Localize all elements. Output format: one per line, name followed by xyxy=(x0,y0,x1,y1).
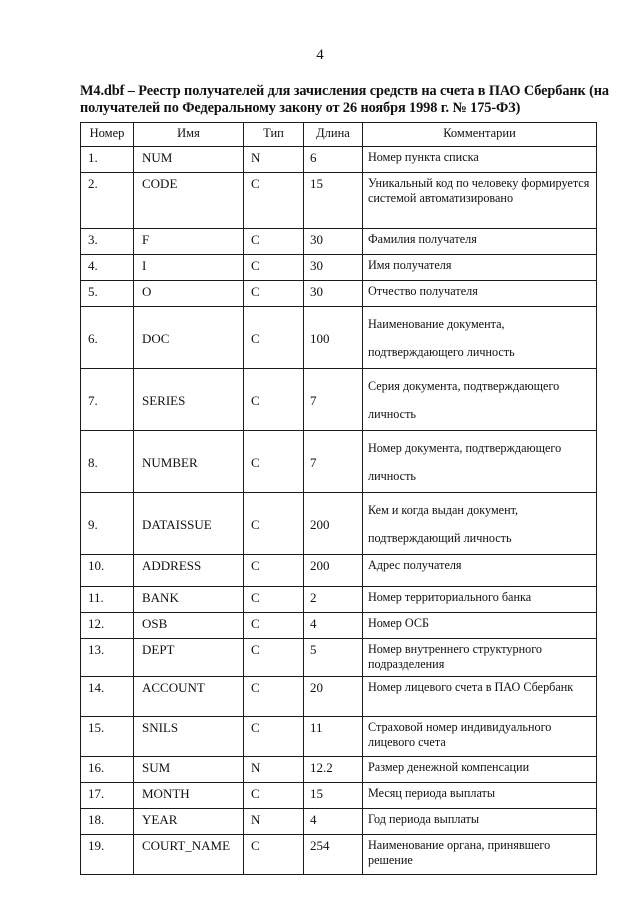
row-field-name: DOC xyxy=(134,307,244,369)
row-field-length: 100 xyxy=(304,307,363,369)
row-field-type: C xyxy=(244,307,304,369)
table-row xyxy=(81,639,597,677)
row-field-length: 11 xyxy=(304,717,363,757)
row-number: 19. xyxy=(81,835,134,875)
row-field-type: C xyxy=(244,431,304,493)
row-number: 7. xyxy=(81,369,134,431)
row-field-length: 4 xyxy=(304,809,363,835)
row-field-length: 15 xyxy=(304,173,363,229)
document-title: M4.dbf – Реестр получателей для зачисления средств на счета в ПАО Сбербанк (на получателей по Федеральному закону от 26 ноября 1998 г. № 175-ФЗ) xyxy=(80,83,609,116)
row-comment: Кем и когда выдан документ, подтверждающий личность xyxy=(363,493,597,555)
table-row xyxy=(81,587,597,613)
table-row xyxy=(81,717,597,757)
table-row xyxy=(81,147,597,173)
row-field-type: C xyxy=(244,493,304,555)
row-field-name: BANK xyxy=(134,587,244,613)
row-number: 4. xyxy=(81,255,134,281)
row-comment: Размер денежной компенсации xyxy=(363,757,597,783)
row-number: 11. xyxy=(81,587,134,613)
row-field-type: C xyxy=(244,281,304,307)
row-comment: Отчество получателя xyxy=(363,281,597,307)
row-field-type: C xyxy=(244,587,304,613)
row-field-type: C xyxy=(244,555,304,587)
row-number: 10. xyxy=(81,555,134,587)
row-field-type: C xyxy=(244,783,304,809)
row-field-length: 6 xyxy=(304,147,363,173)
row-field-length: 7 xyxy=(304,431,363,493)
header-name: Имя xyxy=(134,123,244,147)
table-header-row xyxy=(81,123,597,147)
row-field-length: 200 xyxy=(304,555,363,587)
row-field-length: 5 xyxy=(304,639,363,677)
row-field-name: SUM xyxy=(134,757,244,783)
row-number: 12. xyxy=(81,613,134,639)
row-number: 8. xyxy=(81,431,134,493)
row-field-length: 30 xyxy=(304,229,363,255)
row-comment: Имя получателя xyxy=(363,255,597,281)
row-number: 13. xyxy=(81,639,134,677)
row-comment: Наименование органа, принявшего решение xyxy=(363,835,597,875)
row-field-type: N xyxy=(244,147,304,173)
row-comment: Номер документа, подтверждающего личность xyxy=(363,431,597,493)
row-comment: Номер внутреннего структурного подразделения xyxy=(363,639,597,677)
row-comment: Номер территориального банка xyxy=(363,587,597,613)
row-field-name: SNILS xyxy=(134,717,244,757)
row-field-type: N xyxy=(244,809,304,835)
table-row xyxy=(81,809,597,835)
row-field-name: OSB xyxy=(134,613,244,639)
row-field-type: C xyxy=(244,369,304,431)
table-row xyxy=(81,173,597,229)
table-row xyxy=(81,783,597,809)
table-row xyxy=(81,757,597,783)
row-field-type: C xyxy=(244,639,304,677)
header-number: Номер xyxy=(81,123,134,147)
header-length: Длина xyxy=(304,123,363,147)
row-number: 9. xyxy=(81,493,134,555)
row-field-type: C xyxy=(244,613,304,639)
row-field-length: 2 xyxy=(304,587,363,613)
row-field-name: SERIES xyxy=(134,369,244,431)
row-field-name: NUMBER xyxy=(134,431,244,493)
row-field-type: C xyxy=(244,677,304,717)
table-row xyxy=(81,369,597,431)
row-field-name: O xyxy=(134,281,244,307)
row-field-length: 254 xyxy=(304,835,363,875)
table-row xyxy=(81,677,597,717)
table-row xyxy=(81,307,597,369)
row-field-name: CODE xyxy=(134,173,244,229)
row-field-name: COURT_NAME xyxy=(134,835,244,875)
row-number: 14. xyxy=(81,677,134,717)
row-comment: Страховой номер индивидуального лицевого счета xyxy=(363,717,597,757)
table-row xyxy=(81,229,597,255)
row-field-type: C xyxy=(244,173,304,229)
row-field-length: 200 xyxy=(304,493,363,555)
row-field-length: 30 xyxy=(304,281,363,307)
row-field-length: 4 xyxy=(304,613,363,639)
table-row xyxy=(81,555,597,587)
row-number: 1. xyxy=(81,147,134,173)
row-comment: Серия документа, подтверждающего личность xyxy=(363,369,597,431)
row-comment: Наименование документа, подтверждающего личность xyxy=(363,307,597,369)
row-field-length: 30 xyxy=(304,255,363,281)
row-field-length: 20 xyxy=(304,677,363,717)
row-field-name: ACCOUNT xyxy=(134,677,244,717)
row-field-name: DATAISSUE xyxy=(134,493,244,555)
row-field-length: 7 xyxy=(304,369,363,431)
row-number: 6. xyxy=(81,307,134,369)
row-field-name: DEPT xyxy=(134,639,244,677)
row-comment: Номер лицевого счета в ПАО Сбербанк xyxy=(363,677,597,717)
row-number: 2. xyxy=(81,173,134,229)
row-comment: Год периода выплаты xyxy=(363,809,597,835)
table-row xyxy=(81,835,597,875)
row-comment: Номер пункта списка xyxy=(363,147,597,173)
row-field-type: C xyxy=(244,255,304,281)
row-comment: Номер ОСБ xyxy=(363,613,597,639)
row-field-name: F xyxy=(134,229,244,255)
header-type: Тип xyxy=(244,123,304,147)
row-field-name: YEAR xyxy=(134,809,244,835)
row-field-length: 12.2 xyxy=(304,757,363,783)
table-row xyxy=(81,493,597,555)
row-field-type: N xyxy=(244,757,304,783)
row-field-name: I xyxy=(134,255,244,281)
page-number: 4 xyxy=(316,47,324,63)
row-field-length: 15 xyxy=(304,783,363,809)
row-field-type: C xyxy=(244,229,304,255)
table-row xyxy=(81,613,597,639)
row-number: 16. xyxy=(81,757,134,783)
row-comment: Месяц периода выплаты xyxy=(363,783,597,809)
fields-table xyxy=(80,122,597,875)
row-field-name: NUM xyxy=(134,147,244,173)
row-number: 3. xyxy=(81,229,134,255)
row-comment: Уникальный код по человеку формируется системой автоматизировано xyxy=(363,173,597,229)
row-comment: Фамилия получателя xyxy=(363,229,597,255)
row-number: 15. xyxy=(81,717,134,757)
row-field-type: C xyxy=(244,717,304,757)
row-number: 5. xyxy=(81,281,134,307)
row-field-name: MONTH xyxy=(134,783,244,809)
row-number: 18. xyxy=(81,809,134,835)
row-comment: Адрес получателя xyxy=(363,555,597,587)
row-field-type: C xyxy=(244,835,304,875)
row-field-name: ADDRESS xyxy=(134,555,244,587)
row-number: 17. xyxy=(81,783,134,809)
header-comment: Комментарии xyxy=(363,123,597,147)
table-row xyxy=(81,431,597,493)
table-row xyxy=(81,281,597,307)
table-row xyxy=(81,255,597,281)
